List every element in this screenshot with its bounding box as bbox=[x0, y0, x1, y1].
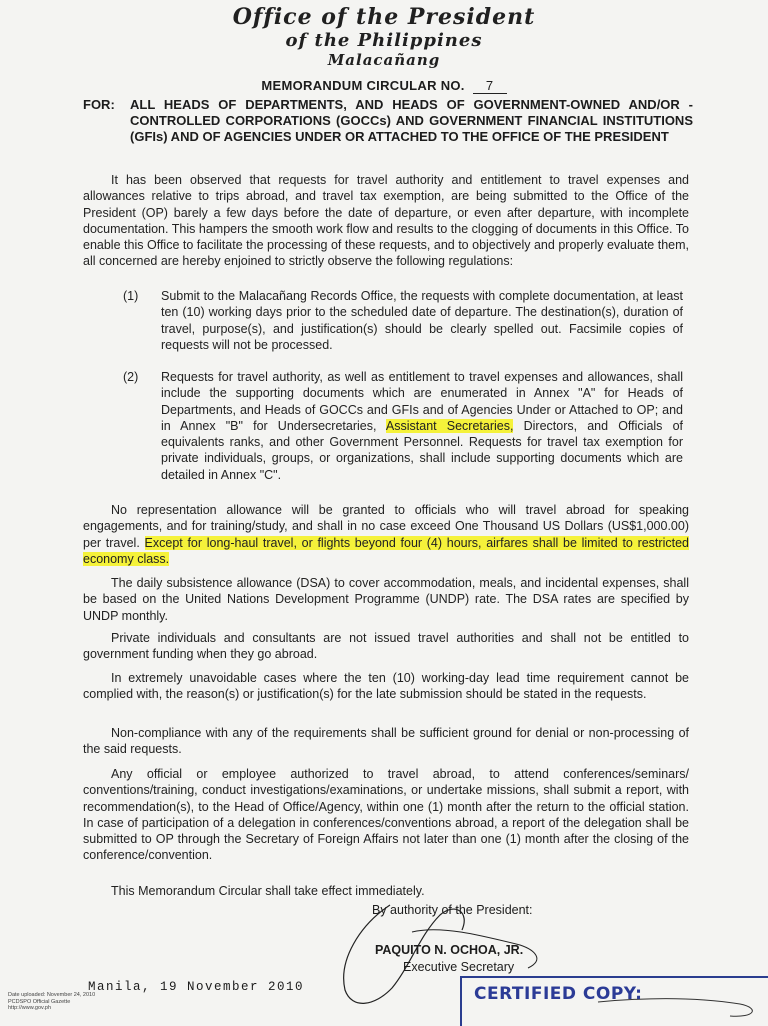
effect-paragraph: This Memorandum Circular shall take effect immediately. bbox=[111, 884, 425, 898]
certified-copy-stamp: CERTIFIED COPY: bbox=[474, 984, 643, 1004]
footer-url: http://www.gov.ph bbox=[8, 1005, 52, 1011]
highlighted-text: Except for long-haul travel, or flights beyond four (4) hours, airfares shall be limited to restricted economy class. bbox=[83, 535, 689, 566]
letterhead-country: of the Philippines bbox=[285, 30, 483, 51]
item-text-pre: Requests for travel authority, as well as entitlement to travel expenses and allowances, shall include the supporting documents which are enumerated in Annex "A" for Heads of Departments, and Heads of GOCCs and GFIs and of Agencies Under or Attached to OP; and in Annex "B" for Undersecretaries, bbox=[161, 370, 683, 433]
upload-footer bbox=[8, 992, 95, 1012]
signatory-title: Executive Secretary bbox=[403, 960, 515, 974]
letterhead-place: Malacañang bbox=[327, 51, 441, 69]
intro-paragraph: It has been observed that requests for travel authority and entitlement to travel expenses and allowances relative to trips abroad, and travel tax exemption, are being submitted to the Office of the President (OP) barely a few days before the date of departure, or even after departure, with incomplete documentation. This hampers the smooth work flow and results to the clogging of documents in this Office. To enable this Office to facilitate the processing of these requests, and to objectively and properly evaluate them, all concerned are hereby enjoined to strictly observe the following regulations: bbox=[83, 173, 689, 269]
representation-text: No representation allowance will be granted to officials who will travel abroad for speaking engagements, and for training/study, and shall in no case exceed One Thousand US Dollars (US$1,000.00) per travel. bbox=[83, 503, 689, 550]
letterhead-office: Office of the President bbox=[232, 4, 536, 30]
item-number: (2) bbox=[123, 370, 139, 384]
place-and-date: Manila, 19 November 2010 bbox=[88, 980, 305, 994]
signatory-name: PAQUITO N. OCHOA, JR. bbox=[375, 943, 524, 957]
footer-upload-date: Date uploaded: November 24, 2010 bbox=[8, 992, 96, 998]
item-text: Submit to the Malacañang Records Office, the requests with complete documentation, at least ten (10) working days prior to the scheduled date of departure. The destination(s), duration of travel, purpose(s), and justification(s) should be clearly spelled out. Facsimile copies of requests will not be processed. bbox=[161, 289, 683, 352]
signature-authority: By authority of the President: bbox=[372, 903, 533, 917]
memo-number: 7 bbox=[473, 78, 507, 94]
addressee-text: ALL HEADS OF DEPARTMENTS, AND HEADS OF GOVERNMENT-OWNED AND/OR -CONTROLLED CORPORATIONS (GOCCs) AND GOVERNMENT FINANCIAL INSTITUTIONS (GFIs) AND OF AGENCIES UNDER OR ATTACHED TO THE OFFICE OF THE PRESIDENT bbox=[130, 97, 693, 144]
unavoidable-paragraph: In extremely unavoidable cases where the ten (10) working-day lead time requirement cannot be complied with, the reason(s) or justification(s) for the late submission should be stated in the requests. bbox=[83, 671, 689, 702]
report-paragraph: Any official or employee authorized to travel abroad, to attend conferences/seminars/ conventions/training, conduct investigations/examinations, or undertake missions, shall submit a report, with recommendation(s), to the Head of Office/Agency, within one (1) month after the return to the official station. In case of participation of a delegation in conferences/conventions abroad, a report of the delegation shall be submitted to OP through the Secretary of Foreign Affairs not later than one (1) month after the closing of the conference/convention. bbox=[83, 767, 689, 863]
addressee-label: FOR: bbox=[83, 97, 115, 112]
footer-source: PCDSPO Official Gazette bbox=[8, 998, 71, 1005]
noncompliance-paragraph: Non-compliance with any of the requirements shall be sufficient ground for denial or non-processing of the said requests. bbox=[83, 726, 689, 757]
dsa-paragraph: The daily subsistence allowance (DSA) to cover accommodation, meals, and incidental expenses, shall be based on the United Nations Development Programme (UNDP) rate. The DSA rates are specified by UNDP monthly. bbox=[83, 576, 689, 623]
private-paragraph: Private individuals and consultants are not issued travel authorities and shall not be entitled to government funding when they go abroad. bbox=[83, 631, 689, 662]
memo-label: MEMORANDUM CIRCULAR NO. bbox=[261, 78, 465, 93]
highlighted-text: Assistant Secretaries, bbox=[385, 418, 514, 433]
item-text-post: Directors, and Officials of equivalents ranks, and other Government Personnel. Requests for travel tax exemption for private individuals, groups, or organizations, shall include supporting documents which are detailed in Annex "C". bbox=[161, 418, 683, 482]
item-number: (1) bbox=[123, 289, 139, 303]
